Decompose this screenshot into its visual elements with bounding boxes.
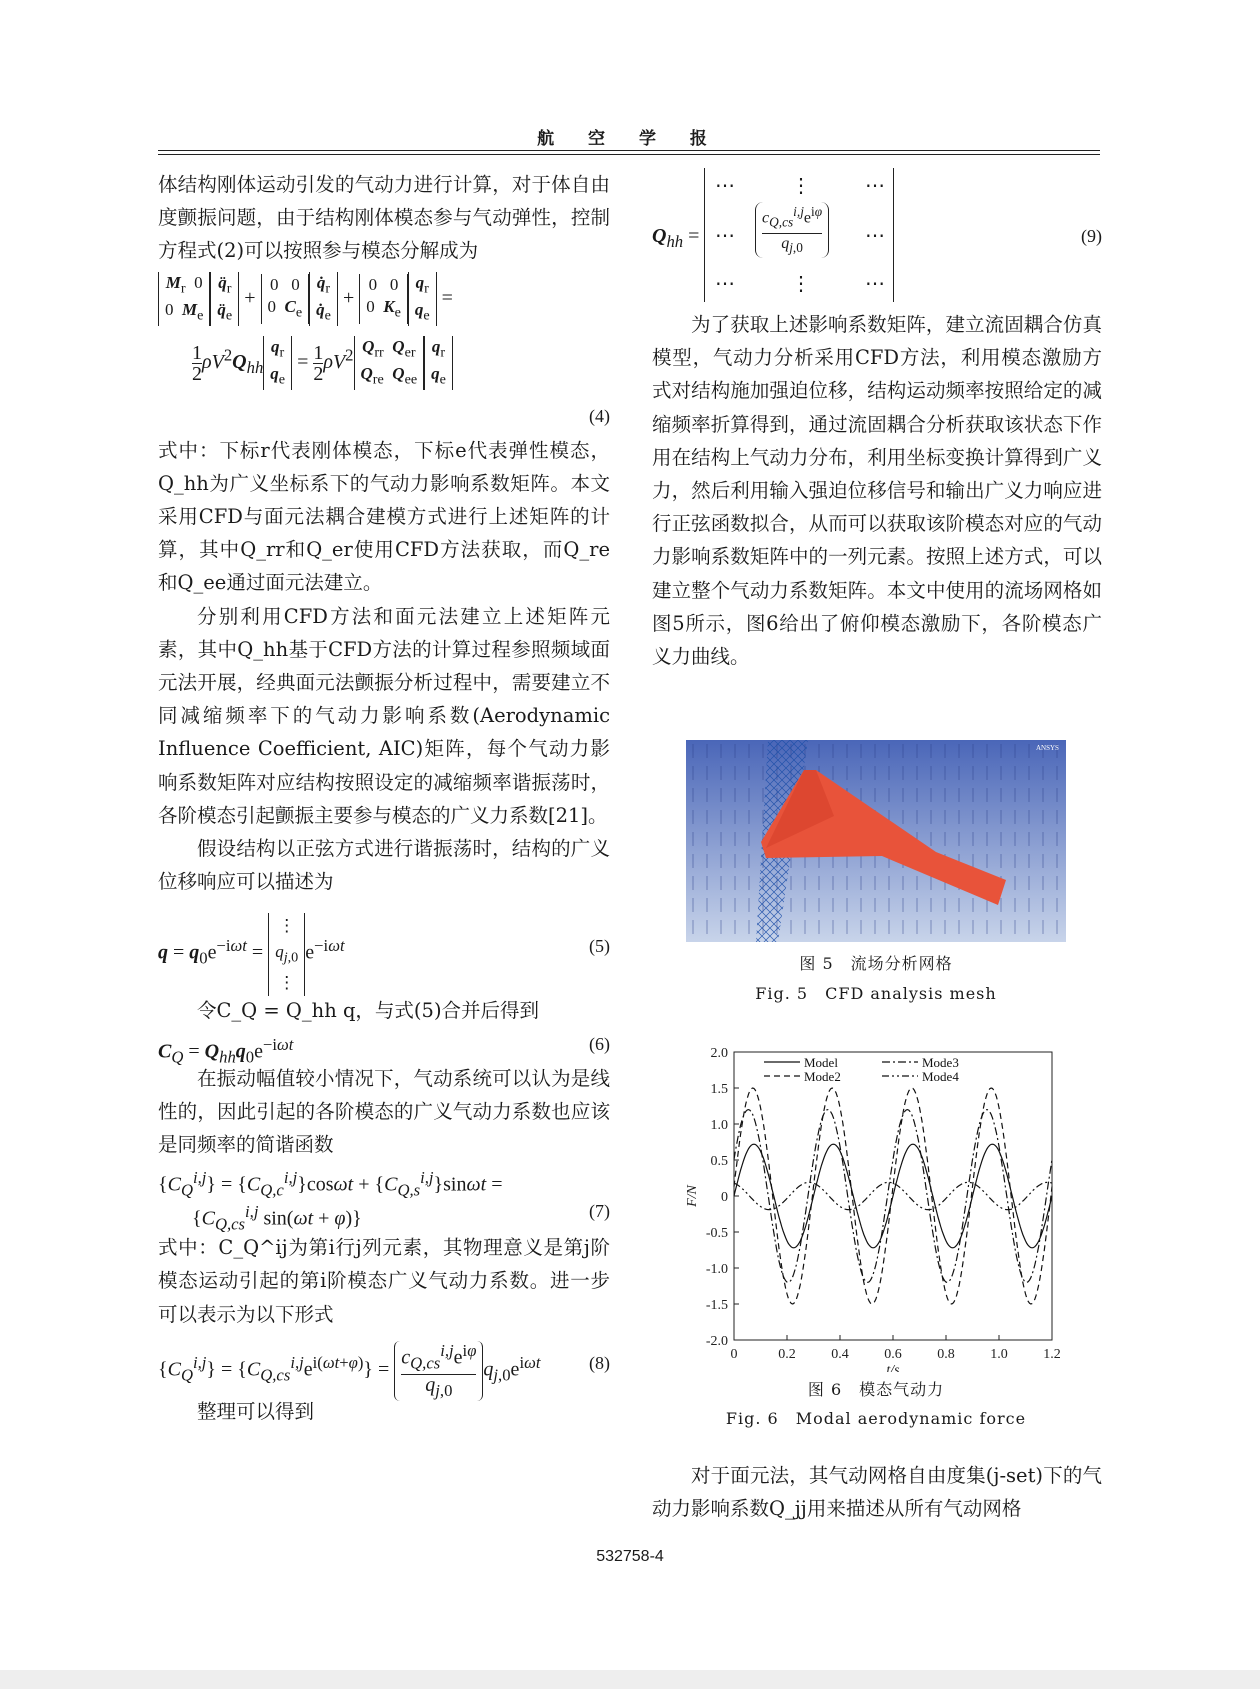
right-column-bottom (652, 1459, 1102, 1525)
figure-5-image (686, 740, 1066, 942)
y-tick-label: 0.5 (710, 1154, 728, 1169)
y-tick-label: -1.0 (705, 1262, 728, 1277)
header-rule-2 (158, 154, 1100, 155)
legend-label: Model (804, 1055, 838, 1070)
x-tick-label: 0.4 (831, 1347, 849, 1362)
equation-6: $C_Q = Q_{hh}q_0e^{-i\omega t}$ (6) (158, 1033, 610, 1067)
equation-7-line1: $\{C_Q^{i,j}\} = \{C_{Q,c}^{i,j}\}\cos\omega t + \{C_{Q,s}^{i,j}\}\sin\omega t$ = (158, 1168, 503, 1200)
y-axis-label: F/N (685, 1185, 700, 1207)
series-line-model (734, 1144, 1052, 1248)
paragraph: 对于面元法，其气动网格自由度集(j-set)下的气动力影响系数Q_jj用来描述从所有气动网格 (652, 1464, 1102, 1521)
paragraph: 式中：C_Q^ij为第i行j列元素，其物理意义是第j阶模态运动引起的第i阶模态广义气动力系数。进一步可以表示为以下形式 (158, 1236, 610, 1326)
equation-4-line2: $\frac{1}{2}$ $\rho V^2Q_{hh}q_r$ $q_e$ = $\frac{1}{2}$ $\rho V^2$ $Q_{rr}$ $Q_{er}$ $Q_{re}$ $Q_{ee}q_r$ $q_e$ (158, 336, 610, 400)
x-tick-label: 0.2 (778, 1347, 796, 1362)
left-column (158, 168, 610, 1428)
y-tick-label: 2.0 (710, 1046, 728, 1061)
x-axis-label: t/s (886, 1363, 900, 1372)
paragraph: 为了获取上述影响系数矩阵，建立流固耦合仿真模型，气动力分析采用CFD方法，利用模态激励方式对结构施加强迫位移，结构运动频率按照给定的减缩频率折算得到，通过流固耦合分析获取该状态下作用在结构上气动力分布，利用坐标变换计算得到广义力，然后利用输入强迫位移信号和输出广义力响应进行正弦函数拟合，从而可以获取该阶模态对应的气动力影响系数矩阵中的一列元素。按照上述方式，可以建立整个气动力系数矩阵。本文中使用的流场网格如图5所示，图6给出了俯仰模态激励下，各阶模态广义力曲线。 (652, 313, 1102, 669)
x-tick-label: 1.0 (990, 1347, 1008, 1362)
y-tick-label: 1.5 (710, 1082, 728, 1097)
paragraph: 式中：下标r代表刚体模态，下标e代表弹性模态，Q_hh为广义坐标系下的气动力影响系数矩阵。本文采用CFD与面元法耦合建模方式进行上述矩阵的计算，其中Q_rr和Q_er使用CFD方法获取，而Q_re和Q_ee通过面元法建立。 (158, 438, 610, 595)
y-tick-label: -1.5 (705, 1298, 728, 1313)
journal-header: 航 空 学 报 (537, 129, 721, 149)
equation-4-number: (4) (589, 405, 610, 426)
page-number: 532758-4 (596, 1548, 664, 1565)
legend-label: Mode3 (922, 1055, 959, 1070)
equation-7-line2: {$C_{Q,cs}^{i,j}$ sin(ωt + φ)} (7) (192, 1201, 610, 1234)
x-tick-label: 1.2 (1043, 1347, 1061, 1362)
legend-label: Mode4 (922, 1069, 959, 1084)
y-tick-label: 1.0 (710, 1118, 728, 1133)
paragraph: 体结构刚体运动引发的气动力进行计算，对于体自由度颤振问题，由于结构刚体模态参与气动弹性，控制方程式(2)可以按照参与模态分解成为 (158, 173, 610, 263)
equation-4-line1: $M_r$ 0 0 $M_eq̈_r$ $q̈_e + 0$ 0 0 $C_eq̇_r$ $q̇_e + 0$ 0 0 $K_eq_r$ $q_e$ = (158, 272, 610, 336)
legend-label: Mode2 (804, 1069, 841, 1084)
equation-9: $Q_{hh}$ = ⋯ ⋮ ⋯ ⋯ $\frac{c_{Q,cs}^{i,j}e^{i\varphi}}{q_{j,0}}$ ⋯ ⋯ ⋮ ⋯ (9) (652, 168, 1102, 308)
bottom-bar (0, 1670, 1260, 1689)
x-tick-label: 0.6 (884, 1347, 902, 1362)
figure-6-caption-cn: 图 6 模态气动力 (807, 1380, 945, 1399)
y-tick-label: 0 (721, 1190, 728, 1205)
figure-5-caption-cn: 图 5 流场分析网格 (799, 954, 953, 973)
y-tick-label: -2.0 (705, 1334, 728, 1349)
equation-5: $q = q_0e^{-i\omega t}$ = ⋮ $q_{j,0}$ $⋮e^{-i\omega t}$ (5) (158, 898, 610, 994)
figure-5-caption-en: Fig. 5 CFD analysis mesh (755, 984, 997, 1003)
ansys-logo: ANSYS (1036, 744, 1059, 752)
figure-6-caption-en: Fig. 6 Modal aerodynamic force (725, 1409, 1027, 1428)
y-tick-label: -0.5 (705, 1226, 728, 1241)
paragraph: 假设结构以正弦方式进行谐振荡时，结构的广义位移响应可以描述为 (158, 837, 610, 894)
equation-8: $\{C_Q^{i,j}\} = \{C_{Q,cs}^{i,j}e^{i(\omega t+\varphi)}\}$ = $\frac{c_{Q,cs}^{i,j}e^{i\varphi}}{q_{j,0}}$ $q_{j,0}e^{i\omega t}$ (8) (158, 1341, 610, 1400)
paragraph: 整理可以得到 (197, 1399, 315, 1423)
x-tick-label: 0 (730, 1347, 738, 1362)
paragraph: 在振动幅值较小情况下，气动系统可以认为是线性的，因此引起的各阶模态的广义气动力系数也应该是同频率的简谐函数 (158, 1066, 610, 1157)
paragraph: 分别利用CFD方法和面元法建立上述矩阵元素，其中Q_hh基于CFD方法的计算过程参照频域面元法开展，经典面元法颤振分析过程中，需要建立不同减缩频率下的气动力影响系数(Aerodynamic Influence Coefficient, AIC)矩阵，每个气动力影响系数矩阵对应结构按照设定的减缩频率谐振荡时，各阶模态引起颤振主要参与模态的广义力系数[21]。 (158, 604, 610, 827)
x-tick-label: 0.8 (937, 1347, 955, 1362)
header-rule (158, 150, 1100, 151)
figure-6-chart (672, 1040, 1072, 1372)
right-column (652, 168, 1102, 673)
paragraph: 令C_Q = Q_hh q，与式(5)合并后得到 (197, 999, 540, 1023)
